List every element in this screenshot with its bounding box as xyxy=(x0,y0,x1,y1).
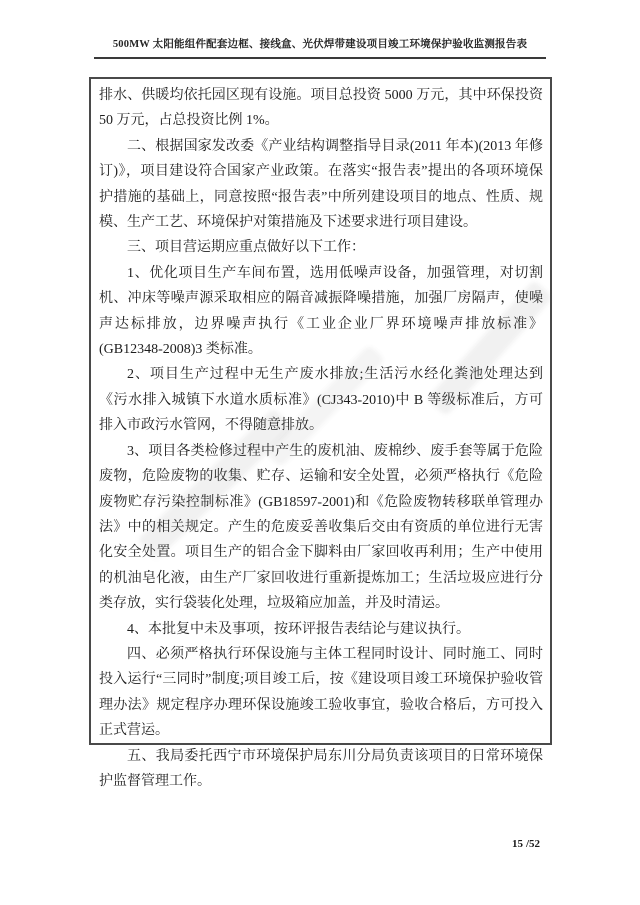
approval-paragraph: 2、项目生产过程中无生产废水排放;生活污水经化粪池处理达到《污水排入城镇下水道水质标准》(CJ343-2010)中 B 等级标准后，方可排入市政污水管网，不得随意排放。 xyxy=(99,367,543,434)
approval-paragraph: 二、根据国家发改委《产业结构调整指导目录(2011 年本)(2013 年修订)》，项目建设符合国家产业政策。在落实“报告表”提出的各项环境保护措施的基础上，同意按照“报告表”中所列建设项目的地点、性质、规模、生产工艺、环境保护对策措施及下述要求进行项目建设。 xyxy=(99,138,543,231)
approval-paragraph: 4、本批复中未及事项，按环评报告表结论与建议执行。 xyxy=(127,621,470,637)
page-number-total: /52 xyxy=(526,838,541,850)
approval-text-box xyxy=(89,77,552,789)
approval-paragraph: 五、我局委托西宁市环境保护局东川分局负责该项目的日常环境保护监督管理工作。 xyxy=(99,748,543,789)
approval-paragraph: 排水、供暖均依托园区现有设施。项目总投资 5000 万元，其中环保投资 50 万元，占总投资比例 1%。 xyxy=(99,88,543,129)
approval-paragraph: 1、优化项目生产车间布置，选用低噪声设备，加强管理，对切割机、冲床等噪声源采取相应的隔音减振降噪措施，加强厂房隔声，使噪声达标排放，边界噪声执行《工业企业厂界环境噪声排放标准》(GB12348-2008)3 类标准。 xyxy=(99,265,543,358)
page-number-current: 15 xyxy=(512,838,523,850)
header-divider xyxy=(94,57,546,59)
approval-paragraph: 四、必须严格执行环保设施与主体工程同时设计、同时施工、同时投入运行“三同时”制度;项目竣工后，按《建设项目竣工环境保护验收管理办法》规定程序办理环保设施竣工验收事宜，验收合格后，方可投入正式营运。 xyxy=(99,646,543,739)
document-header-title: 500MW 太阳能组件配套边框、接线盒、光伏焊带建设项目竣工环境保护验收监测报告表 xyxy=(112,39,528,50)
approval-paragraph: 三、项目营运期应重点做好以下工作： xyxy=(127,240,365,256)
page-number xyxy=(512,838,540,850)
approval-paragraph: 3、项目各类检修过程中产生的废机油、废棉纱、废手套等属于危险废物，危险废物的收集、贮存、运输和安全处置，必须严格执行《危险废物贮存污染控制标准》(GB18597-2001)和《危险废物转移联单管理办法》中的相关规定。产生的危废妥善收集后交由有资质的单位进行无害化安全处置。项目生产的铝合金下脚料由厂家回收再利用；生产中使用的机油皂化液，由生产厂家回收进行重新提炼加工；生活垃圾应进行分类存放，实行袋装化处理，垃圾箱应加盖，并及时清运。 xyxy=(99,443,543,612)
